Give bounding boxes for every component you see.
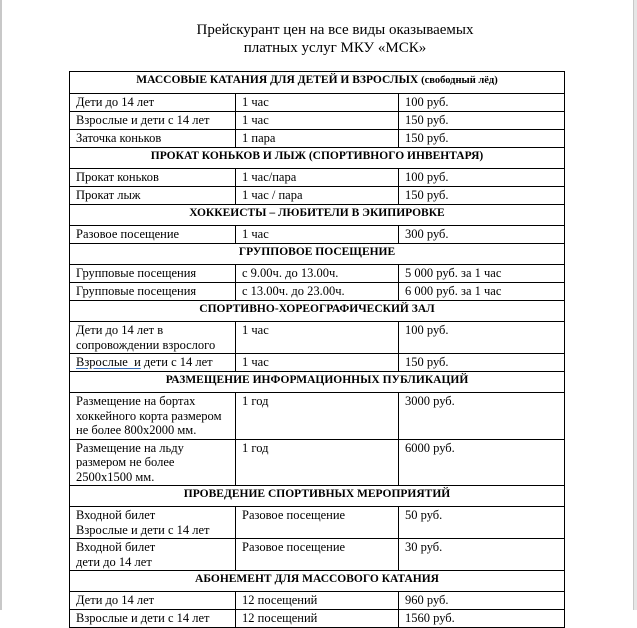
service-cell: [70, 322, 236, 354]
section-header-mass-skating: [70, 72, 565, 94]
service-line: не более 800х2000 мм.: [76, 423, 197, 437]
service-cell: Дети до 14 лет: [70, 592, 236, 610]
service-cell: [70, 507, 236, 539]
section-header-choreography-hall: [70, 301, 565, 322]
price-cell: 6000 руб.: [399, 439, 565, 486]
service-cell: Разовое посещение: [70, 226, 236, 244]
service-cell: [70, 439, 236, 486]
unit-cell: 1 час: [236, 226, 399, 244]
section-title: ПРОВЕДЕНИЕ СПОРТИВНЫХ МЕРОПРИЯТИЙ: [70, 486, 565, 507]
unit-cell: 1 час: [236, 354, 399, 372]
service-line: хоккейного корта размером: [76, 408, 222, 423]
service-line: дети до 14 лет: [76, 554, 152, 569]
service-cell: Заточка коньков: [70, 130, 236, 148]
price-cell: 150 руб.: [399, 187, 565, 205]
price-cell: 30 руб.: [399, 539, 565, 571]
table-row: [70, 169, 565, 187]
table-row: [70, 283, 565, 301]
section-title: ПРОКАТ КОНЬКОВ И ЛЫЖ (СПОРТИВНОГО ИНВЕНТАРЯ): [70, 148, 565, 169]
service-cell: [70, 393, 236, 440]
table-row: [70, 94, 565, 112]
unit-cell: Разовое посещение: [236, 539, 399, 571]
unit-cell: 1 час: [236, 112, 399, 130]
section-header-rental: [70, 148, 565, 169]
title-line-2: платных услуг МКУ «МСК»: [243, 40, 427, 56]
service-cell: Взрослые и дети с 14 лет: [70, 112, 236, 130]
section-note: (свободный лёд): [421, 75, 498, 86]
service-cell: Взрослые и дети с 14 лет: [70, 610, 236, 628]
price-cell: 300 руб.: [399, 226, 565, 244]
price-cell: 3000 руб.: [399, 393, 565, 440]
unit-cell: 1 год: [236, 393, 399, 440]
service-line: Взрослые и дети с 14 лет: [76, 522, 210, 537]
price-cell: 5 000 руб. за 1 час: [399, 265, 565, 283]
unit-cell: 1 час: [236, 322, 399, 354]
section-title: МАССОВЫЕ КАТАНИЯ ДЛЯ ДЕТЕЙ И ВЗРОСЛЫХ: [136, 74, 419, 86]
section-title: ХОККЕИСТЫ – ЛЮБИТЕЛИ В ЭКИПИРОВКЕ: [70, 205, 565, 226]
table-row: [70, 130, 565, 148]
price-cell: 1560 руб.: [399, 610, 565, 628]
table-row: [70, 439, 565, 486]
table-row: [70, 112, 565, 130]
section-title: ГРУППОВОЕ ПОСЕЩЕНИЕ: [70, 244, 565, 265]
service-line: сопровождении взрослого: [76, 337, 216, 352]
price-cell: 100 руб.: [399, 94, 565, 112]
price-cell: 150 руб.: [399, 112, 565, 130]
service-line: Размещение на льду: [76, 440, 184, 455]
section-header-info-publications: [70, 372, 565, 393]
unit-cell: с 13.00ч. до 23.00ч.: [236, 283, 399, 301]
service-cell: [70, 539, 236, 571]
unit-cell: 1 час/пара: [236, 169, 399, 187]
spellcheck-underlined-text: Взрослые и: [76, 355, 141, 369]
page-edge-left: [0, 0, 2, 610]
unit-cell: Разовое посещение: [236, 507, 399, 539]
table-row: [70, 610, 565, 628]
section-title: РАЗМЕЩЕНИЕ ИНФОРМАЦИОННЫХ ПУБЛИКАЦИЙ: [70, 372, 565, 393]
title-line-1: Прейскурант цен на все виды оказываемых: [196, 22, 474, 38]
unit-cell: 12 посещений: [236, 610, 399, 628]
table-row: [70, 265, 565, 283]
price-list-table: [69, 71, 565, 628]
unit-cell: с 9.00ч. до 13.00ч.: [236, 265, 399, 283]
price-cell: 150 руб.: [399, 354, 565, 372]
service-cell: Групповые посещения: [70, 265, 236, 283]
service-cell: Групповые посещения: [70, 283, 236, 301]
section-header-group-visit: [70, 244, 565, 265]
service-cell: Прокат коньков: [70, 169, 236, 187]
table-row: [70, 354, 565, 372]
table-row: [70, 322, 565, 354]
service-line: 2500х1500 мм.: [76, 469, 155, 484]
service-line: Входной билет: [76, 508, 156, 522]
price-cell: 960 руб.: [399, 592, 565, 610]
unit-cell: 1 час: [236, 94, 399, 112]
unit-cell: 1 пара: [236, 130, 399, 148]
price-cell: 50 руб.: [399, 507, 565, 539]
document-title: [150, 21, 520, 57]
price-cell: 100 руб.: [399, 322, 565, 354]
service-line: Дети до 14 лет в: [76, 323, 164, 337]
service-cell: Дети до 14 лет: [70, 94, 236, 112]
section-header-season-pass: [70, 571, 565, 592]
table-row: [70, 507, 565, 539]
section-header-sports-events: [70, 486, 565, 507]
table-row: [70, 393, 565, 440]
service-line: Размещение на бортах: [76, 394, 196, 408]
page-edge-right: [633, 0, 637, 610]
service-cell: [70, 354, 236, 372]
section-title: АБОНЕМЕНТ ДЛЯ МАССОВОГО КАТАНИЯ: [70, 571, 565, 592]
table-row: [70, 539, 565, 571]
service-line: размером не более: [76, 455, 175, 469]
price-cell: 100 руб.: [399, 169, 565, 187]
section-title: СПОРТИВНО-ХОРЕОГРАФИЧЕСКИЙ ЗАЛ: [70, 301, 565, 322]
unit-cell: 12 посещений: [236, 592, 399, 610]
price-cell: 6 000 руб. за 1 час: [399, 283, 565, 301]
unit-cell: 1 час / пара: [236, 187, 399, 205]
table-row: [70, 226, 565, 244]
table-row: [70, 592, 565, 610]
unit-cell: 1 год: [236, 439, 399, 486]
service-text: дети с 14 лет: [140, 355, 213, 369]
price-cell: 150 руб.: [399, 130, 565, 148]
table-row: [70, 187, 565, 205]
service-line: Входной билет: [76, 540, 156, 554]
section-header-hockey-amateurs: [70, 205, 565, 226]
service-cell: Прокат лыж: [70, 187, 236, 205]
